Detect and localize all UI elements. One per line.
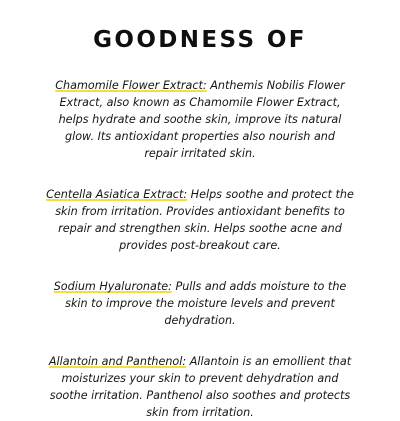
ingredient-first-line	[28, 353, 372, 370]
page-title: GOODNESS OF	[93, 27, 307, 53]
ingredient-name: Chamomile Flower Extract:	[55, 79, 207, 92]
ingredient-name: Allantoin and Panthenol:	[48, 355, 187, 368]
ingredient-description-line: Extract, also known as Chamomile Flower Extract,	[59, 96, 341, 109]
ingredient-description-line: soothe irritation. Panthenol also soothes and protects	[49, 389, 351, 402]
ingredient-first-line	[28, 186, 372, 203]
ingredient-description-line: dehydration.	[164, 314, 236, 327]
ingredient-text: Pulls and adds moisture to the	[171, 280, 347, 293]
ingredient-description-line: moisturizes your skin to prevent dehydration and	[61, 372, 339, 385]
ingredient-description-line: repair irritated skin.	[144, 147, 256, 160]
ingredient-list	[28, 77, 372, 421]
ingredient-centella	[28, 186, 372, 254]
ingredient-first-line	[28, 77, 372, 94]
ingredient-description-line: helps hydrate and soothe skin, improve its natural	[58, 113, 342, 126]
ingredient-name: Centella Asiatica Extract:	[46, 188, 188, 201]
ingredient-text: Allantoin is an emollient that	[186, 355, 352, 368]
ingredient-name: Sodium Hyaluronate:	[53, 280, 172, 293]
ingredient-allantoin-panthenol	[28, 353, 372, 421]
ingredient-description-line: skin from irritation.	[146, 406, 254, 419]
ingredient-chamomile	[28, 77, 372, 162]
ingredient-first-line	[28, 278, 372, 295]
ingredient-text: Anthemis Nobilis Flower	[206, 79, 345, 92]
ingredient-description-line: skin from irritation. Provides antioxidant benefits to	[55, 205, 345, 218]
ingredient-text: Helps soothe and protect the	[187, 188, 354, 201]
ingredient-sodium-hyaluronate	[28, 278, 372, 329]
ingredient-description-line: provides post-breakout care.	[119, 239, 281, 252]
ingredient-description-line: glow. Its antioxidant properties also nourish and	[64, 130, 336, 143]
ingredient-description-line: repair and strengthen skin. Helps soothe acne and	[58, 222, 342, 235]
ingredient-description-line: skin to improve the moisture levels and prevent	[65, 297, 335, 310]
